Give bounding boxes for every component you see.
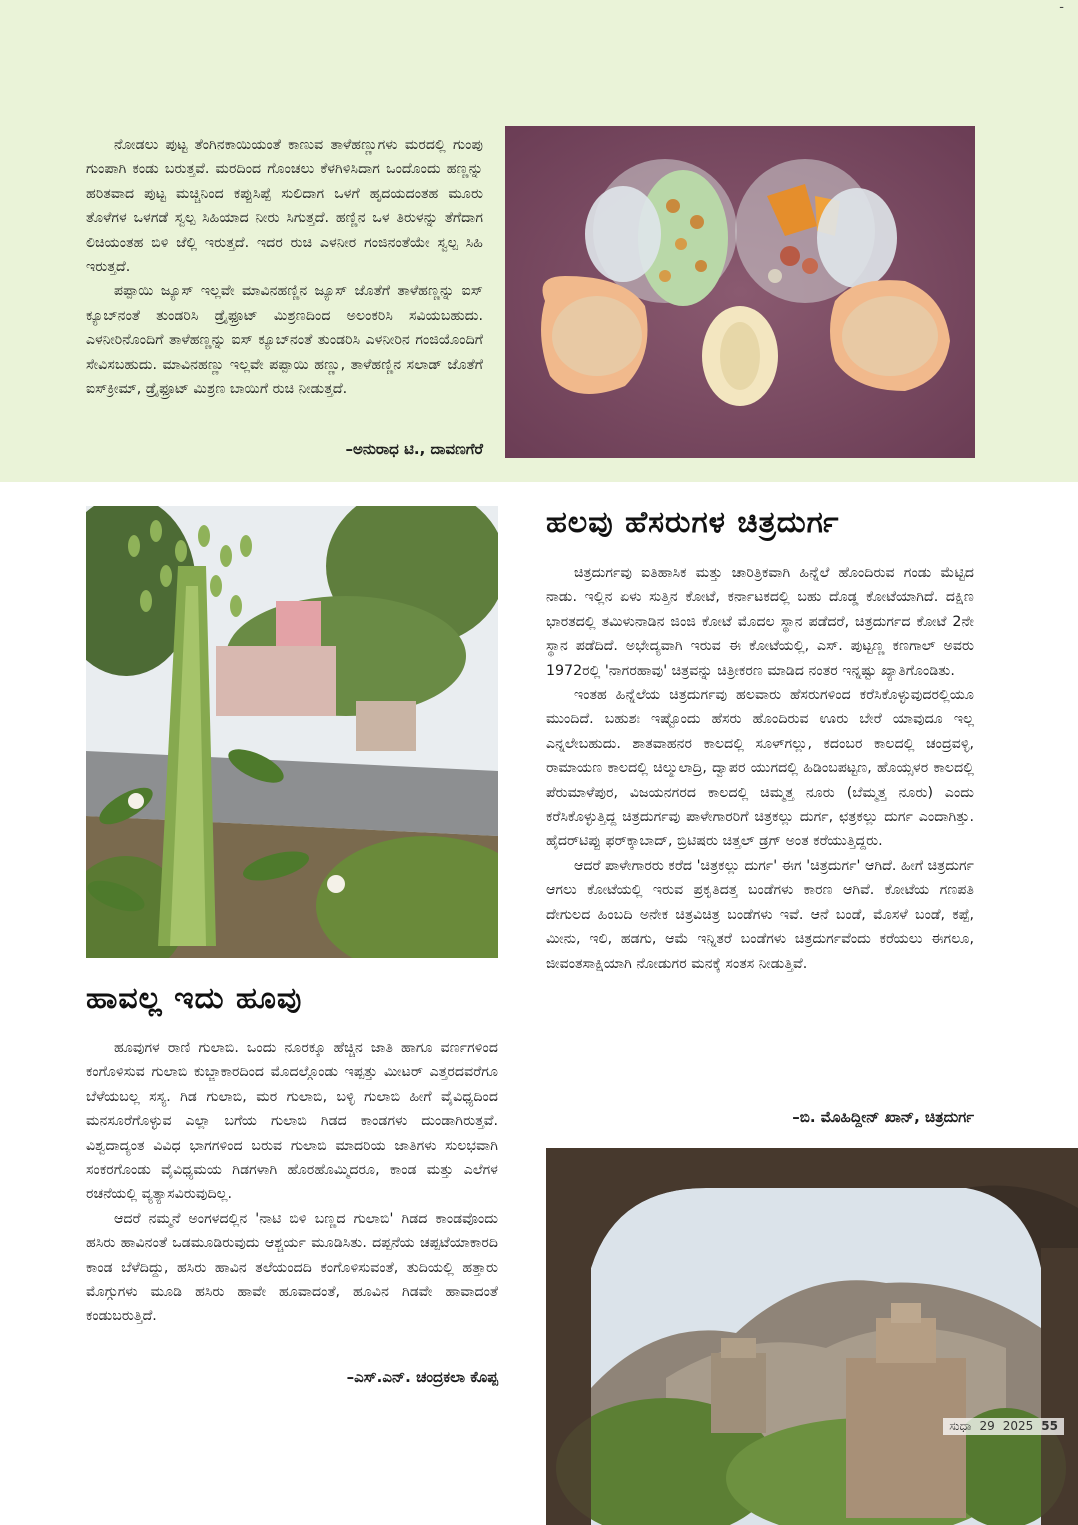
chitradurga-paragraph-2: ಇಂತಹ ಹಿನ್ನೆಲೆಯ ಚಿತ್ರದುರ್ಗವು ಹಲವಾರು ಹೆಸರುಗಳಿಂದ ಕರೆಸಿಕೊಳ್ಳುವುದರಲ್ಲಿಯೂ ಮುಂದಿದೆ. ಬಹುಶಃ ಇಷ್ಟೊಂದು ಹೆಸರು ಹೊಂದಿರುವ ಊರು ಬೇರೆ ಯಾವುದೂ ಇಲ್ಲ ಎನ್ನಲೇಬಹುದು. ಶಾತವಾಹನರ ಕಾಲದಲ್ಲಿ ಸೂಳ್‌ಗಲ್ಲು, ಕದಂಬರ ಕಾಲದಲ್ಲಿ ಚಂದ್ರವಳ್ಳಿ, ರಾಮಾಯಣ ಕಾಲದಲ್ಲಿ ಚಿಲ್ಮುಲಾದ್ರಿ, ದ್ವಾಪರ ಯುಗದಲ್ಲಿ ಹಿಡಿಂಬಪಟ್ಟಣ, ಹೊಯ್ಸಳರ ಕಾಲದಲ್ಲಿ ಪೆರುಮಾಳೆಪುರ, ವಿಜಯನಗರದ ಕಾಲದಲ್ಲಿ ಚಿಮ್ಮತ್ತ ನೂರು (ಬೆಮ್ಮತ್ತ ನೂರು) ಎಂದು ಕರೆಸಿಕೊಳ್ಳುತ್ತಿದ್ದ ಚಿತ್ರದುರ್ಗವು ಪಾಳೇಗಾರರಿಗೆ ಚಿತ್ರಕಲ್ಲು ದುರ್ಗ, ಛತ್ರಕಲ್ಲು ದುರ್ಗ ಎಂದಾಗಿತ್ತು. ಹೈದರ್‌ಟಿಪ್ಪು ಫರ್‌ಕ್ಕಾಬಾದ್, ಬ್ರಿಟಿಷರು ಚಿತ್ತಲ್ ಡ್ರಗ್ ಅಂತ ಕರೆಯುತ್ತಿದ್ದರು.	[546, 687, 974, 850]
rose-article-byline: –ಎಸ್.ಎನ್. ಚಂದ್ರಕಲಾ ಕೊಪ್ಪ	[346, 1368, 498, 1386]
palm-fruit-dessert-photo	[505, 126, 975, 458]
issue-year: 2025	[1002, 1419, 1034, 1433]
rose-article-body	[86, 1036, 498, 1329]
issue-day: 29	[979, 1419, 995, 1433]
toddy-article-body	[86, 133, 483, 401]
chitradurga-paragraph-3: ಆದರೆ ಪಾಳೇಗಾರರು ಕರೆದ 'ಚಿತ್ರಕಲ್ಲು ದುರ್ಗ' ಈಗ 'ಚಿತ್ರದುರ್ಗ' ಆಗಿದೆ. ಹೀಗೆ ಚಿತ್ರದುರ್ಗ ಆಗಲು ಕೋಟೆಯಲ್ಲಿ ಇರುವ ಪ್ರಕೃತಿದತ್ತ ಬಂಡೆಗಳು ಕಾರಣ ಆಗಿವೆ. ಕೋಟೆಯ ಗಣಪತಿ ದೇಗುಲದ ಹಿಂಬದಿ ಅನೇಕ ಚಿತ್ರವಿಚಿತ್ರ ಬಂಡೆಗಳು ಇವೆ. ಆನೆ ಬಂಡೆ, ಮೊಸಳೆ ಬಂಡೆ, ಕಪ್ಪೆ, ಮೀನು, ಇಲಿ, ಹಡಗು, ಆಮೆ ಇನ್ನಿತರೆ ಬಂಡೆಗಳು ಚಿತ್ರದುರ್ಗವೆಂದು ಕರೆಯಲು ಈಗಲೂ, ಜೀವಂತಸಾಕ್ಷಿಯಾಗಿ ನೋಡುಗರ ಮನಕ್ಕೆ ಸಂತಸ ನೀಡುತ್ತಿವೆ.	[546, 857, 974, 972]
chitradurga-article-body	[546, 561, 974, 976]
rose-paragraph-2: ಆದರೆ ನಮ್ಮನೆ ಅಂಗಳದಲ್ಲಿನ 'ನಾಟಿ ಬಿಳಿ ಬಣ್ಣದ ಗುಲಾಬಿ' ಗಿಡದ ಕಾಂಡವೊಂದು ಹಸಿರು ಹಾವಿನಂತೆ ಒಡಮೂಡಿರುವುದು ಆಶ್ಚರ್ಯ ಮೂಡಿಸಿತು. ದಪ್ಪನೆಯ ಚಪ್ಪಟೆಯಾಕಾರದಿ ಕಾಂಡ ಬೆಳೆದಿದ್ದು, ಹಸಿರು ಹಾವಿನ ತಲೆಯಂದದಿ ಕಂಗೊಳಿಸುವಂತೆ, ತುದಿಯಲ್ಲಿ ಹತ್ತಾರು ಮೊಗ್ಗುಗಳು ಮೂಡಿ ಹಸಿರು ಹಾವೇ ಹೂವಾದಂತೆ, ಹೂವಿನ ಗಿಡವೇ ಹಾವಾದಂತೆ ಕಂಡುಬರುತ್ತಿದೆ.	[86, 1210, 498, 1325]
snake-like-rose-plant-photo	[86, 506, 498, 958]
page-footer	[943, 1418, 1064, 1435]
magazine-name: ಸುಧಾ	[949, 1419, 972, 1433]
rose-article-title: ಹಾವಲ್ಲ ಇದು ಹೂವು	[86, 981, 303, 1016]
chitradurga-article-title: ಹಲವು ಹೆಸರುಗಳ ಚಿತ್ರದುರ್ಗ	[546, 505, 840, 540]
toddy-paragraph-1: ನೋಡಲು ಪುಟ್ಟ ತೆಂಗಿನಕಾಯಿಯಂತೆ ಕಾಣುವ ತಾಳೆಹಣ್ಣುಗಳು ಮರದಲ್ಲಿ ಗುಂಪು ಗುಂಪಾಗಿ ಕಂಡು ಬರುತ್ತವೆ. ಮರದಿಂದ ಗೊಂಚಲು ಕೆಳಗಿಳಿಸಿದಾಗ ಒಂದೊಂದು ಹಣ್ಣನ್ನು ಹರಿತವಾದ ಪುಟ್ಟ ಮಚ್ಚಿನಿಂದ ಕಪ್ಪುಸಿಪ್ಪೆ ಸುಲಿದಾಗ ಒಳಗೆ ಹೃದಯದಂತಹ ಮೂರು ತೊಳೆಗಳ ಒಳಗಡೆ ಸ್ವಲ್ಪ ಸಿಹಿಯಾದ ನೀರು ಸಿಗುತ್ತದೆ. ಹಣ್ಣಿನ ಒಳ ತಿರುಳನ್ನು ತೆಗೆದಾಗ ಲಿಚಿಯಂತಹ ಬಿಳಿ ಜೆಲ್ಲಿ ಇರುತ್ತದೆ. ಇದರ ರುಚಿ ಎಳನೀರ ಗಂಜಿನಂತೆಯೇ ಸ್ವಲ್ಪ ಸಿಹಿ ಇರುತ್ತದೆ.	[86, 137, 483, 276]
chitradurga-paragraph-1: ಚಿತ್ರದುರ್ಗವು ಐತಿಹಾಸಿಕ ಮತ್ತು ಚಾರಿತ್ರಿಕವಾಗಿ ಹಿನ್ನೆಲೆ ಹೊಂದಿರುವ ಗಂಡು ಮೆಟ್ಟಿದ ನಾಡು. ಇಲ್ಲಿನ ಏಳು ಸುತ್ತಿನ ಕೋಟೆ, ಕರ್ನಾಟಕದಲ್ಲಿ ಬಹು ದೊಡ್ಡ ಕೋಟೆಯಾಗಿದೆ. ದಕ್ಷಿಣ ಭಾರತದಲ್ಲಿ ತಮಿಳುನಾಡಿನ ಜಿಂಜಿ ಕೋಟೆ ಮೊದಲ ಸ್ಥಾನ ಪಡೆದರೆ, ಚಿತ್ರದುರ್ಗದ ಕೋಟೆ 2ನೇ ಸ್ಥಾನ ಪಡೆದಿದೆ. ಅಭೇದ್ಯವಾಗಿ ಇರುವ ಈ ಕೋಟೆಯಲ್ಲಿ, ಎಸ್. ಪುಟ್ಟಣ್ಣ ಕಣಗಾಲ್ ಅವರು 1972ರಲ್ಲಿ 'ನಾಗರಹಾವು' ಚಿತ್ರವನ್ನು ಚಿತ್ರೀಕರಣ ಮಾಡಿದ ನಂತರ ಇನ್ನಷ್ಟು ಖ್ಯಾತಿಗೊಂಡಿತು.	[546, 565, 974, 679]
chitradurga-article-byline: –ಬಿ. ಮೊಹಿದ್ದೀನ್ ಖಾನ್, ಚಿತ್ರದುರ್ಗ	[792, 1108, 974, 1126]
toddy-paragraph-2: ಪಪ್ಪಾಯಿ ಜ್ಯೂಸ್ ಇಲ್ಲವೇ ಮಾವಿನಹಣ್ಣಿನ ಜ್ಯೂಸ್ ಜೊತೆಗೆ ತಾಳೆಹಣ್ಣನ್ನು ಐಸ್ ಕ್ಯೂಬ್‌ನಂತೆ ತುಂಡರಿಸಿ ಡ್ರೈಫ್ರೂಟ್ ಮಿಶ್ರಣದಿಂದ ಅಲಂಕರಿಸಿ ಸವಿಯಬಹುದು. ಎಳನೀರಿನೊಂದಿಗೆ ತಾಳೆಹಣ್ಣನ್ನು ಐಸ್ ಕ್ಯೂಬ್‌ನಂತೆ ತುಂಡರಿಸಿ ಎಳನೀರಿನ ಗಂಜಿಯೊಂದಿಗೆ ಸೇವಿಸಬಹುದು. ಮಾವಿನಹಣ್ಣು ಇಲ್ಲವೇ ಪಪ್ಪಾಯಿ ಹಣ್ಣು, ತಾಳೆಹಣ್ಣಿನ ಸಲಾಡ್ ಜೊತೆಗೆ ಐಸ್‌ಕ್ರೀಮ್, ಡ್ರೈಫ್ರೂಟ್ ಮಿಶ್ರಣ ಬಾಯಿಗೆ ರುಚಿ ನೀಡುತ್ತದೆ.	[86, 283, 483, 398]
chitradurga-fort-photo	[546, 1148, 1078, 1525]
page-number: 55	[1041, 1419, 1058, 1433]
corner-mark: -	[1059, 0, 1064, 15]
toddy-article-byline: –ಅನುರಾಧ ಟಿ., ದಾವಣಗೆರೆ	[345, 440, 483, 458]
rose-paragraph-1: ಹೂವುಗಳ ರಾಣಿ ಗುಲಾಬಿ. ಒಂದು ನೂರಕ್ಕೂ ಹೆಚ್ಚಿನ ಜಾತಿ ಹಾಗೂ ವರ್ಣಗಳಿಂದ ಕಂಗೊಳಿಸುವ ಗುಲಾಬಿ ಕುಬ್ಜಾಕಾರದಿಂದ ಮೊದಲ್ಗೊಂಡು ಇಪ್ಪತ್ತು ಮೀಟರ್ ಎತ್ತರದವರೆಗೂ ಬೆಳೆಯಬಲ್ಲ ಸಸ್ಯ. ಗಿಡ ಗುಲಾಬಿ, ಮರ ಗುಲಾಬಿ, ಬಳ್ಳಿ ಗುಲಾಬಿ ಹೀಗೆ ವೈವಿಧ್ಯದಿಂದ ಮನಸೂರೆಗೊಳ್ಳುವ ಎಲ್ಲಾ ಬಗೆಯ ಗುಲಾಬಿ ಗಿಡದ ಕಾಂಡಗಳು ದುಂಡಾಗಿರುತ್ತವೆ. ವಿಶ್ವದಾದ್ಯಂತ ವಿವಿಧ ಭಾಗಗಳಿಂದ ಬರುವ ಗುಲಾಬಿ ಮಾದರಿಯ ಜಾತಿಗಳು ಸುಲಭವಾಗಿ ಸಂಕರಗೊಂಡು ವೈವಿಧ್ಯಮಯ ಗಿಡಗಳಾಗಿ ಹೊರಹೊಮ್ಮಿದರೂ, ಕಾಂಡ ಮತ್ತು ಎಲೆಗಳ ರಚನೆಯಲ್ಲಿ ವ್ಯತ್ಯಾಸವಿರುವುದಿಲ್ಲ.	[86, 1040, 498, 1203]
